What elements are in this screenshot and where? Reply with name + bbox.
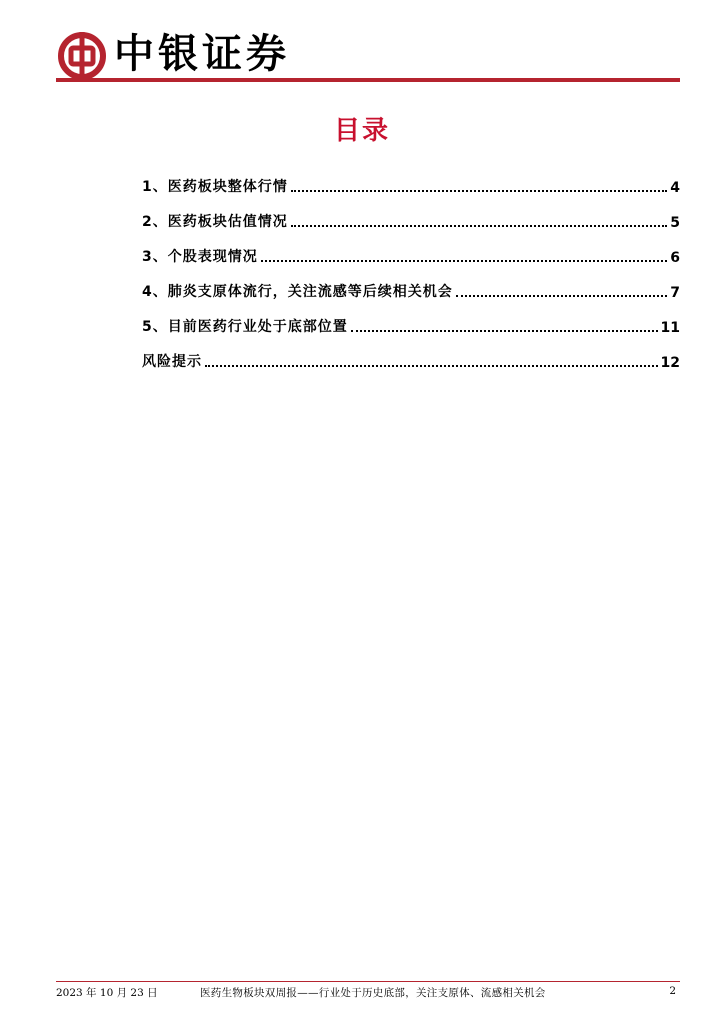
toc-dot-leader: [291, 225, 668, 227]
table-of-contents: [142, 161, 680, 371]
toc-entry-label: 4、肺炎支原体流行，关注流感等后续相关机会: [142, 284, 453, 300]
toc-entry-label: 5、目前医药行业处于底部位置: [142, 319, 348, 335]
toc-dot-leader: [351, 330, 658, 332]
toc-entry-label: 3、个股表现情况: [142, 249, 258, 265]
footer-rule: [56, 981, 680, 982]
toc-entry[interactable]: [142, 301, 680, 336]
toc-entry-page: 11: [660, 320, 680, 336]
toc-dot-leader: [205, 365, 658, 367]
toc-dot-leader: [456, 295, 668, 297]
bank-of-china-logo-icon: [56, 30, 108, 82]
toc-entry[interactable]: [142, 161, 680, 196]
toc-entry[interactable]: [142, 196, 680, 231]
toc-entry[interactable]: [142, 266, 680, 301]
toc-entry-page: 4: [670, 180, 680, 196]
footer-page-number: 2: [669, 985, 676, 997]
toc-entry[interactable]: [142, 336, 680, 371]
toc-entry-page: 6: [670, 250, 680, 266]
toc-dot-leader: [291, 190, 668, 192]
brand-name: 中银证券: [114, 31, 290, 77]
header-rule: [56, 78, 680, 82]
toc-entry[interactable]: [142, 231, 680, 266]
toc-entry-page: 5: [670, 215, 680, 231]
footer-report-title: 医药生物板块双周报——行业处于历史底部，关注支原体、流感相关机会: [200, 987, 546, 999]
toc-entry-label: 2、医药板块估值情况: [142, 214, 288, 230]
toc-title: 目录: [333, 116, 390, 146]
toc-entry-label: 风险提示: [142, 354, 202, 370]
toc-entry-label: 1、医药板块整体行情: [142, 179, 288, 195]
toc-dot-leader: [261, 260, 668, 262]
toc-entry-page: 7: [670, 285, 680, 301]
toc-entry-page: 12: [660, 355, 680, 371]
footer-date: 2023 年 10 月 23 日: [56, 987, 158, 999]
